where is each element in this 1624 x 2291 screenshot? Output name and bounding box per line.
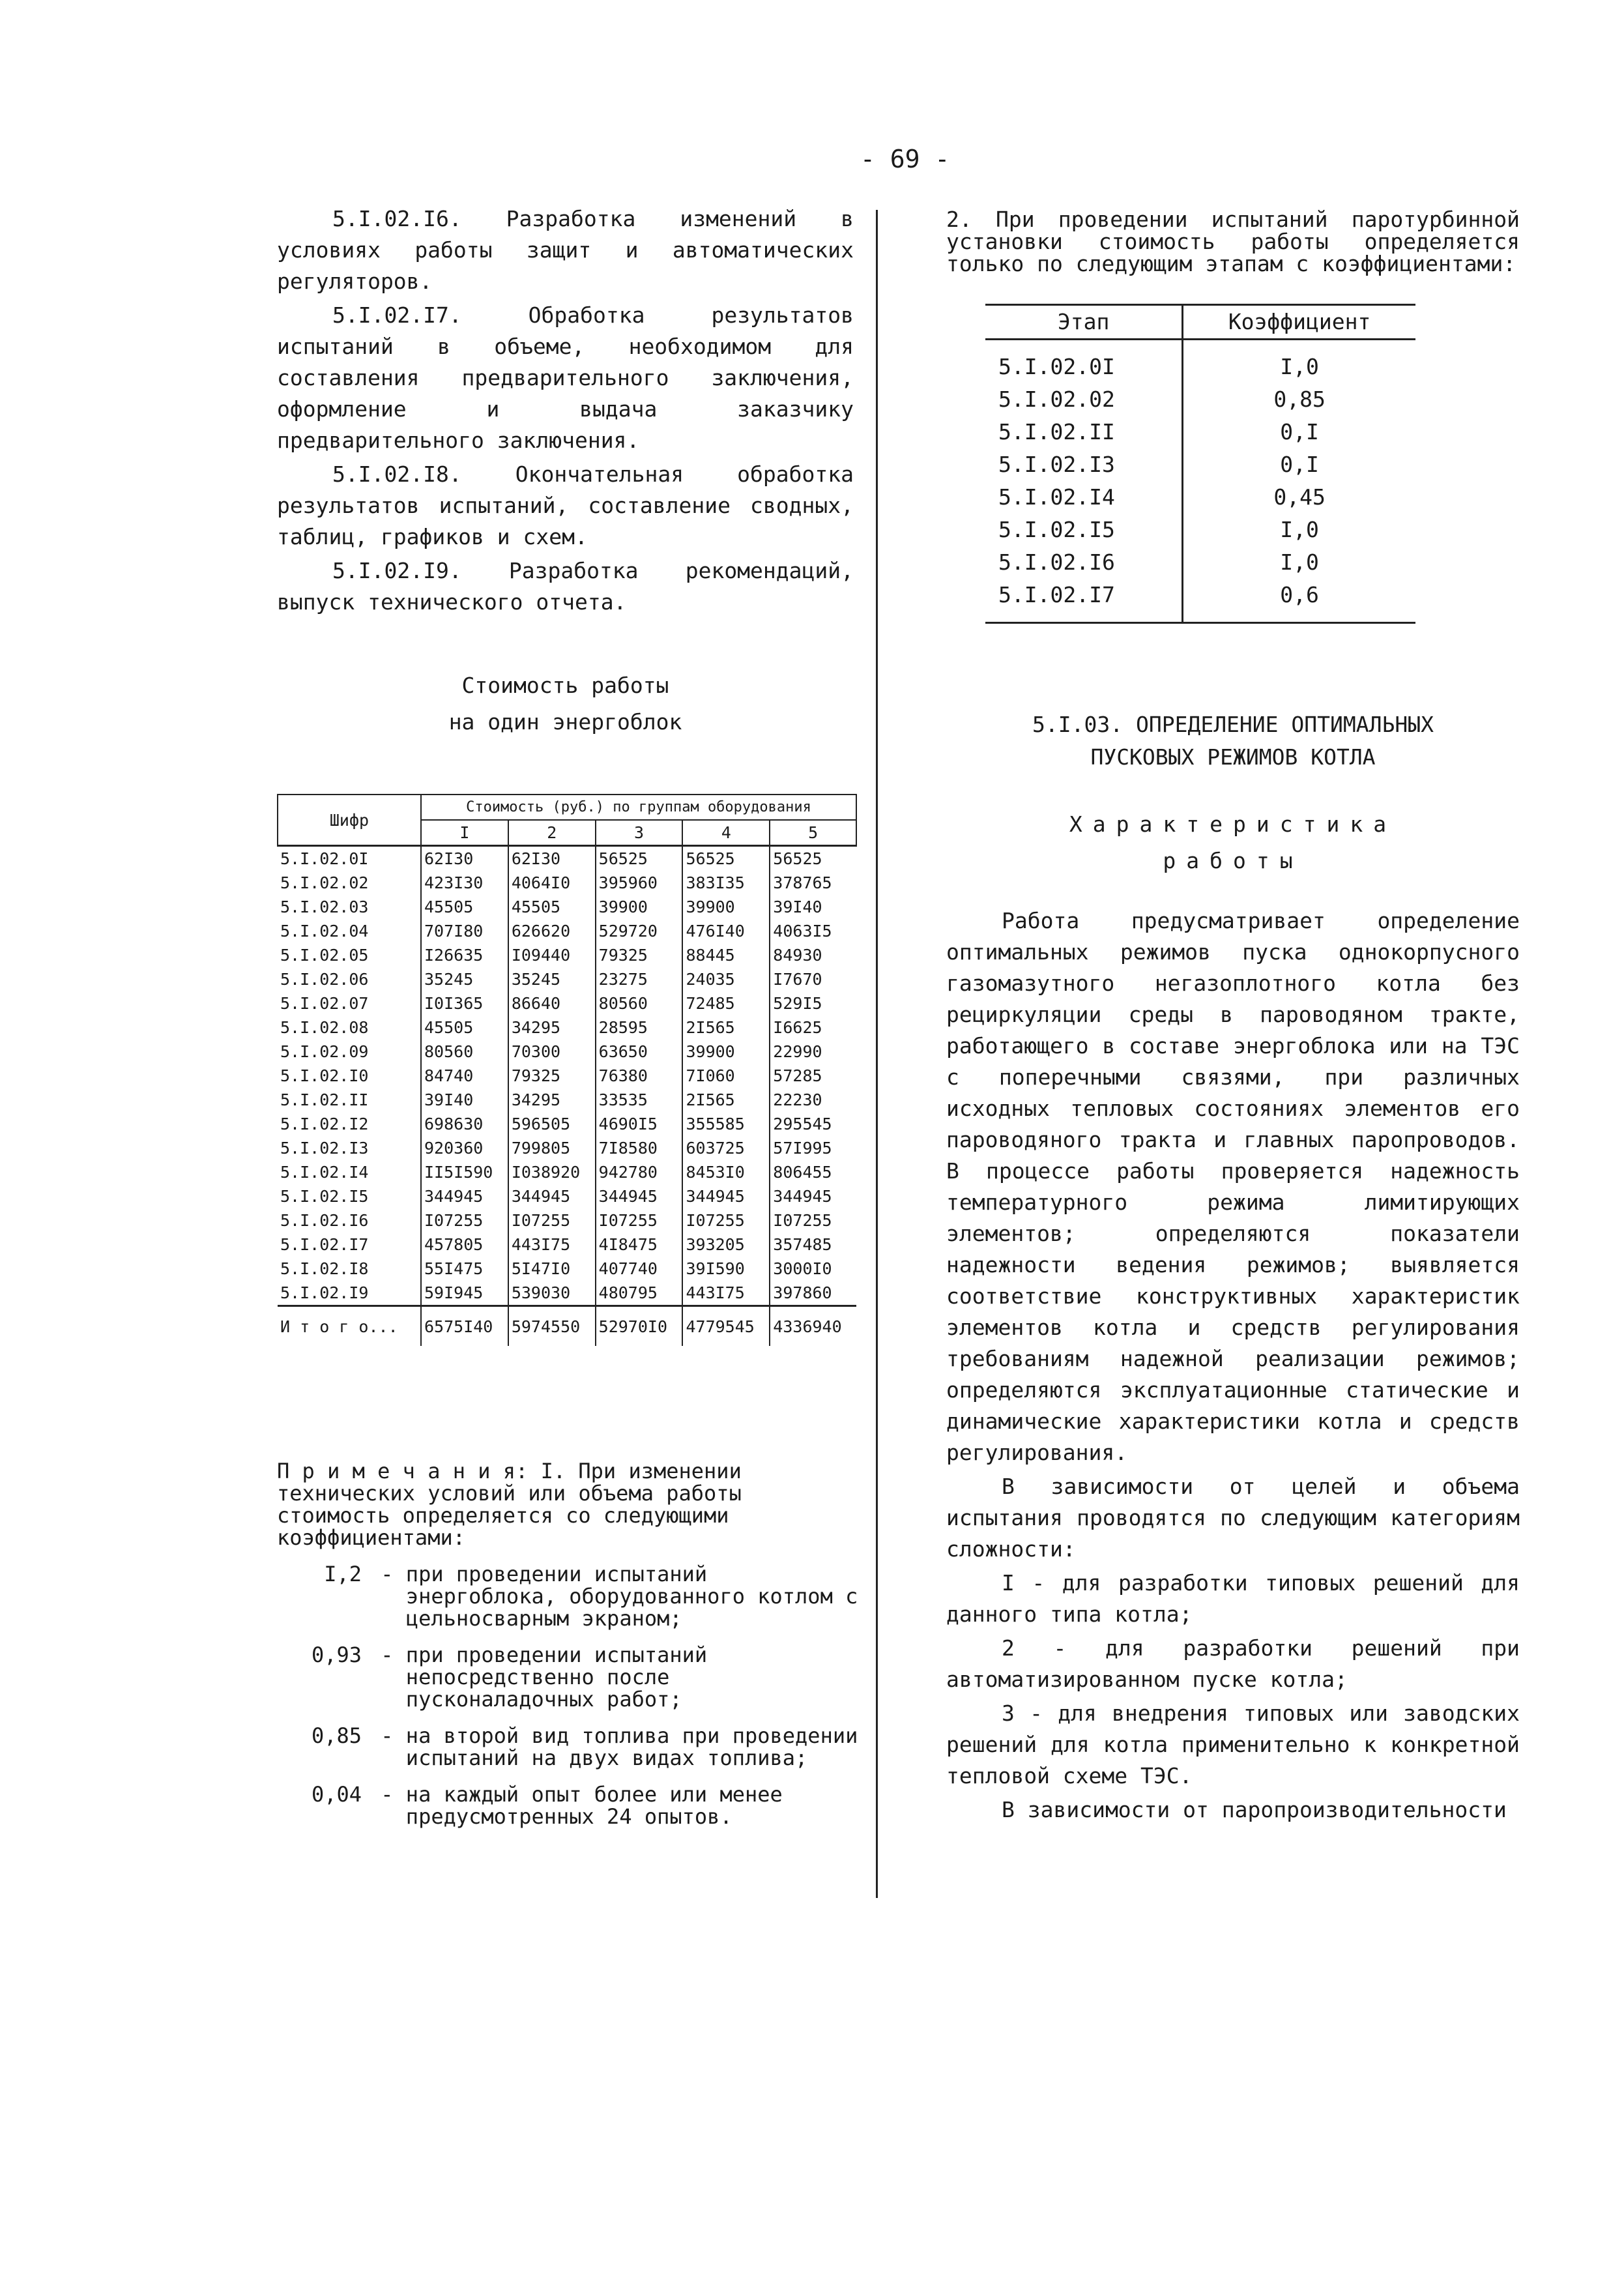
cost-cell: 57285 [770, 1064, 856, 1088]
cost-cell: 443I75 [508, 1233, 596, 1257]
right-column [946, 209, 1520, 1828]
cost-cell: 395960 [596, 871, 683, 895]
cost-cell: 2I565 [682, 1088, 770, 1112]
cost-cell: 72485 [682, 991, 770, 1015]
cost-cell: 4I8475 [596, 1233, 683, 1257]
cost-cell: 56525 [682, 846, 770, 871]
coefficient-value: 0,6 [1183, 579, 1415, 623]
note-text: при проведении испытаний непосредственно после пусконаладочных работ; [405, 1642, 708, 1712]
row-code: 5.I.02.02 [280, 873, 369, 892]
paragraph-5-1-02-19: 5.I.02.I9. Разработка рекомендаций, выпуск технического отчета. [277, 558, 854, 615]
notes-intro: I. При изменении технических условий или объема работы стоимость определяется со следующими коэффициентами: [277, 1459, 742, 1550]
cost-cell: 39900 [682, 1040, 770, 1064]
table-title-line-1: Стоимость работы [461, 673, 669, 698]
cost-cell: 799805 [508, 1136, 596, 1160]
table-row [278, 1112, 856, 1136]
row-code: 5.I.02.I4 [280, 1163, 369, 1182]
cost-cell: 443I75 [682, 1281, 770, 1306]
coefficient-table-body [985, 340, 1415, 623]
cost-cell: 295545 [770, 1112, 856, 1136]
cost-cell: 34295 [508, 1015, 596, 1040]
note-text: на второй вид топлива при проведении испытаний на двух видах топлива; [405, 1723, 858, 1770]
cost-cell: 942780 [596, 1160, 683, 1184]
category-item: 3 - для внедрения типовых или заводских решений для котла применительно к конкретной тепловой схеме ТЭС. [946, 1700, 1520, 1788]
cost-cell: 7I060 [682, 1064, 770, 1088]
cost-cell: 393205 [682, 1233, 770, 1257]
coefficient-row [985, 340, 1415, 384]
body-paragraph: В зависимости от паропроизводительности [1002, 1797, 1507, 1822]
coefficient-value: 0,I [1183, 448, 1415, 481]
cost-cell: 7I8580 [596, 1136, 683, 1160]
stage-code: 5.I.02.0I [998, 354, 1115, 379]
table-row [278, 943, 856, 967]
coefficient-row [985, 416, 1415, 448]
total-cell: 52970I0 [596, 1306, 683, 1347]
cost-cell: 378765 [770, 871, 856, 895]
cost-cell: 344945 [770, 1184, 856, 1208]
cost-table-body [278, 846, 856, 1347]
note-coefficient: I,2 [324, 1562, 362, 1586]
cost-cell: 383I35 [682, 871, 770, 895]
cost-cell: II5I590 [421, 1160, 508, 1184]
cost-cell: 45505 [421, 895, 508, 919]
cost-cell: 88445 [682, 943, 770, 967]
cost-cell: 39900 [682, 895, 770, 919]
cost-cell: 626620 [508, 919, 596, 943]
coefficient-row [985, 579, 1415, 623]
cost-cell: 22990 [770, 1040, 856, 1064]
cost-cell: 34295 [508, 1088, 596, 1112]
row-code: 5.I.02.04 [280, 922, 369, 941]
table-row [278, 1281, 856, 1306]
cost-cell: 407740 [596, 1257, 683, 1281]
cost-cell: 539030 [508, 1281, 596, 1306]
coefficient-row [985, 481, 1415, 514]
coefficient-value: 0,85 [1183, 383, 1415, 416]
note-text: на каждый опыт более или менее предусмотренных 24 опытов. [405, 1782, 783, 1829]
paragraph-5-1-02-18: 5.I.02.I8. Окончательная обработка результатов испытаний, составление сводных, таблиц, графиков и схем. [277, 461, 854, 549]
coefficient-row [985, 546, 1415, 579]
header-code: Шифр [278, 795, 421, 846]
note-item: 0,93 - при проведении испытаний непосредственно после пусконаладочных работ; [277, 1644, 863, 1710]
cost-cell: 24035 [682, 967, 770, 991]
total-label: И т о г о... [278, 1306, 421, 1347]
cost-cell: I7670 [770, 967, 856, 991]
table-row [278, 919, 856, 943]
cost-cell: 70300 [508, 1040, 596, 1064]
cost-cell: 59I945 [421, 1281, 508, 1306]
cost-cell: I0I365 [421, 991, 508, 1015]
cost-cell: 4064I0 [508, 871, 596, 895]
paragraph-5-1-02-17: 5.I.02.I7. Обработка результатов испытаний в объеме, необходимом для составления предварительного заключения, оформление и выдача заказчику предварительного заключения. [277, 302, 854, 453]
table-row [278, 967, 856, 991]
table-row [278, 1064, 856, 1088]
table-row [278, 895, 856, 919]
table-title-line-2: на один энергоблок [448, 709, 682, 735]
column-header: 4 [682, 820, 770, 846]
subheading [946, 806, 1520, 879]
row-code: 5.I.02.0I [278, 846, 421, 871]
cost-cell: 39I40 [421, 1088, 508, 1112]
cost-cell: I07255 [421, 1208, 508, 1233]
cost-cell: 80560 [421, 1040, 508, 1064]
row-code: 5.I.02.I5 [280, 1187, 369, 1206]
table-row [278, 1160, 856, 1184]
cost-cell: 56525 [596, 846, 683, 871]
table-row [278, 1208, 856, 1233]
page-number: - 69 - [860, 145, 950, 173]
column-header: 2 [508, 820, 596, 846]
note-item: I,2 - при проведении испытаний энергоблока, оборудованного котлом с цельносварным экраном; [277, 1563, 863, 1629]
cost-cell: 39900 [596, 895, 683, 919]
cost-cell: 22230 [770, 1088, 856, 1112]
cost-cell: 23275 [596, 967, 683, 991]
paragraph-5-1-02-16: 5.I.02.I6. Разработка изменений в условиях работы защит и автоматических регуляторов. [277, 206, 854, 294]
row-code: 5.I.02.I8 [280, 1259, 369, 1278]
cost-cell: 79325 [596, 943, 683, 967]
stage-code: 5.I.02.I4 [998, 484, 1115, 510]
note-coefficient: 0,04 [311, 1782, 362, 1807]
table-row [278, 1184, 856, 1208]
row-code: 5.I.02.I7 [280, 1235, 369, 1254]
table-row [278, 871, 856, 895]
table-row [278, 1257, 856, 1281]
category-item: 2 - для разработки решений при автоматизированном пуске котла; [946, 1635, 1520, 1692]
cost-cell: 86640 [508, 991, 596, 1015]
notes-label: П р и м е ч а н и я: [277, 1459, 529, 1483]
column-header: 5 [770, 820, 856, 846]
row-code: 5.I.02.I6 [280, 1211, 369, 1230]
cost-cell: 62I30 [508, 846, 596, 871]
row-code: 5.I.02.I9 [280, 1283, 369, 1302]
stage-code: 5.I.02.I5 [998, 517, 1115, 542]
body-paragraph: В зависимости от целей и объема испытания проводятся по следующим категориям сложности: [946, 1474, 1520, 1562]
section-title-line-2: ПУСКОВЫХ РЕЖИМОВ КОТЛА [1090, 744, 1376, 770]
cost-cell: 76380 [596, 1064, 683, 1088]
cost-cell: 55I475 [421, 1257, 508, 1281]
stage-code: 5.I.02.II [998, 419, 1115, 445]
header-stage: Этап [985, 305, 1183, 340]
subheading-line-1: Характеристика [1069, 811, 1397, 837]
cost-cell: 8453I0 [682, 1160, 770, 1184]
cost-cell: 45505 [421, 1015, 508, 1040]
row-code: 5.I.02.03 [280, 897, 369, 916]
cost-cell: 457805 [421, 1233, 508, 1257]
cost-cell: 84740 [421, 1064, 508, 1088]
total-cell: 6575I40 [421, 1306, 508, 1347]
cost-cell: 344945 [421, 1184, 508, 1208]
cost-cell: 45505 [508, 895, 596, 919]
note-item: 0,04 - на каждый опыт более или менее предусмотренных 24 опытов. [277, 1783, 863, 1828]
stage-code: 5.I.02.I3 [998, 452, 1115, 477]
cost-cell: 344945 [508, 1184, 596, 1208]
row-code: 5.I.02.II [280, 1090, 369, 1109]
cost-cell: 707I80 [421, 919, 508, 943]
cost-cell: 62I30 [421, 846, 508, 871]
table-row [278, 1040, 856, 1064]
cost-cell: 5I47I0 [508, 1257, 596, 1281]
table-row [278, 991, 856, 1015]
cost-cell: 603725 [682, 1136, 770, 1160]
header-coefficient: Коэффициент [1183, 305, 1415, 340]
cost-cell: 79325 [508, 1064, 596, 1088]
note-text: при проведении испытаний энергоблока, оборудованного котлом с цельносварным экраном; [405, 1562, 858, 1631]
notes-block [277, 1460, 863, 1828]
row-code: 5.I.02.08 [280, 1018, 369, 1037]
cost-cell: 63650 [596, 1040, 683, 1064]
cost-cell: I07255 [770, 1208, 856, 1233]
cost-cell: 529720 [596, 919, 683, 943]
body-paragraph: Работа предусматривает определение оптимальных режимов пуска однокорпусного газомазутного негазоплотного котла без рециркуляции среды в пароводяном тракте, работающего в составе энергоблока или на ТЭС с поперечными связями, при различных исходных тепловых состояниях элементов его пароводяного тракта и главных паропроводов. В процессе работы проверяется надежность температурного режима лимитирующих элементов; определяются показатели надежности ведения режимов; выявляется соответствие конструктивных характеристик элементов котла и средств регулирования требованиям надежной реализации режимов; определяются эксплуатационные статические и динамические характеристики котла и средств регулирования. [946, 908, 1520, 1465]
cost-cell: 397860 [770, 1281, 856, 1306]
cost-cell: 57I995 [770, 1136, 856, 1160]
cost-cell: 806455 [770, 1160, 856, 1184]
table-row [278, 1233, 856, 1257]
cost-cell: 4063I5 [770, 919, 856, 943]
cost-cell: 39I40 [770, 895, 856, 919]
cost-cell: 423I30 [421, 871, 508, 895]
cost-cell: 344945 [682, 1184, 770, 1208]
cost-cell: 39I590 [682, 1257, 770, 1281]
cost-cell: I07255 [682, 1208, 770, 1233]
coefficient-value: 0,I [1183, 416, 1415, 448]
stage-code: 5.I.02.I7 [985, 579, 1183, 623]
category-item: I - для разработки типовых решений для данного типа котла; [946, 1570, 1520, 1627]
cost-cell: 56525 [770, 846, 856, 871]
note-coefficient: 0,93 [311, 1642, 362, 1667]
total-cell: 4779545 [682, 1306, 770, 1347]
coefficient-value: I,0 [1183, 546, 1415, 579]
header-cost-group: Стоимость (руб.) по группам оборудования [421, 795, 856, 820]
total-row [278, 1306, 856, 1347]
cost-cell: 480795 [596, 1281, 683, 1306]
table-row [278, 846, 856, 871]
coefficient-row [985, 383, 1415, 416]
cost-cell: I6625 [770, 1015, 856, 1040]
coefficient-value: I,0 [1183, 514, 1415, 546]
right-intro: 2. При проведении испытаний паротурбинной установки стоимость работы определяется только по следующим этапам с коэффициентами: [946, 207, 1520, 276]
table-row [278, 1015, 856, 1040]
coefficient-value: I,0 [1183, 340, 1415, 384]
cost-cell: 84930 [770, 943, 856, 967]
row-code: 5.I.02.I0 [280, 1066, 369, 1085]
cost-cell: 35245 [421, 967, 508, 991]
cost-cell: 344945 [596, 1184, 683, 1208]
table-row [278, 1088, 856, 1112]
subheading-line-2: работы [1163, 848, 1303, 873]
coefficient-row [985, 514, 1415, 546]
section-title-line-1: 5.I.03. ОПРЕДЕЛЕНИЕ ОПТИМАЛЬНЫХ [1032, 712, 1434, 737]
section-title [946, 708, 1520, 774]
coefficient-value: 0,45 [1183, 481, 1415, 514]
total-cell: 5974550 [508, 1306, 596, 1347]
cost-cell: 920360 [421, 1136, 508, 1160]
cost-cell: 596505 [508, 1112, 596, 1136]
column-divider [876, 210, 878, 1898]
cost-cell: 35245 [508, 967, 596, 991]
row-code: 5.I.02.09 [280, 1042, 369, 1061]
cost-cell: I038920 [508, 1160, 596, 1184]
row-code: 5.I.02.06 [280, 970, 369, 989]
note-item: 0,85 - на второй вид топлива при проведении испытаний на двух видах топлива; [277, 1725, 863, 1769]
cost-cell: I26635 [421, 943, 508, 967]
stage-code: 5.I.02.I6 [998, 549, 1115, 575]
cost-cell: I07255 [508, 1208, 596, 1233]
cost-cell: 2I565 [682, 1015, 770, 1040]
row-code: 5.I.02.05 [280, 946, 369, 965]
coefficient-row [985, 448, 1415, 481]
total-cell: 4336940 [770, 1306, 856, 1347]
stage-code: 5.I.02.02 [998, 387, 1115, 412]
table-row [278, 1136, 856, 1160]
coefficient-table [985, 304, 1415, 624]
left-column [277, 203, 854, 740]
cost-cell: 80560 [596, 991, 683, 1015]
cost-cell: 4690I5 [596, 1112, 683, 1136]
cost-cell: I09440 [508, 943, 596, 967]
cost-table [277, 794, 857, 1346]
cost-cell: I07255 [596, 1208, 683, 1233]
cost-cell: 28595 [596, 1015, 683, 1040]
cost-cell: 3000I0 [770, 1257, 856, 1281]
row-code: 5.I.02.I2 [280, 1115, 369, 1133]
row-code: 5.I.02.I3 [280, 1139, 369, 1158]
column-header: I [421, 820, 508, 846]
column-header: 3 [596, 820, 683, 846]
cost-cell: 698630 [421, 1112, 508, 1136]
note-coefficient: 0,85 [311, 1723, 362, 1748]
cost-cell: 355585 [682, 1112, 770, 1136]
cost-cell: 357485 [770, 1233, 856, 1257]
cost-cell: 529I5 [770, 991, 856, 1015]
cost-cell: 33535 [596, 1088, 683, 1112]
row-code: 5.I.02.07 [280, 994, 369, 1013]
cost-cell: 476I40 [682, 919, 770, 943]
